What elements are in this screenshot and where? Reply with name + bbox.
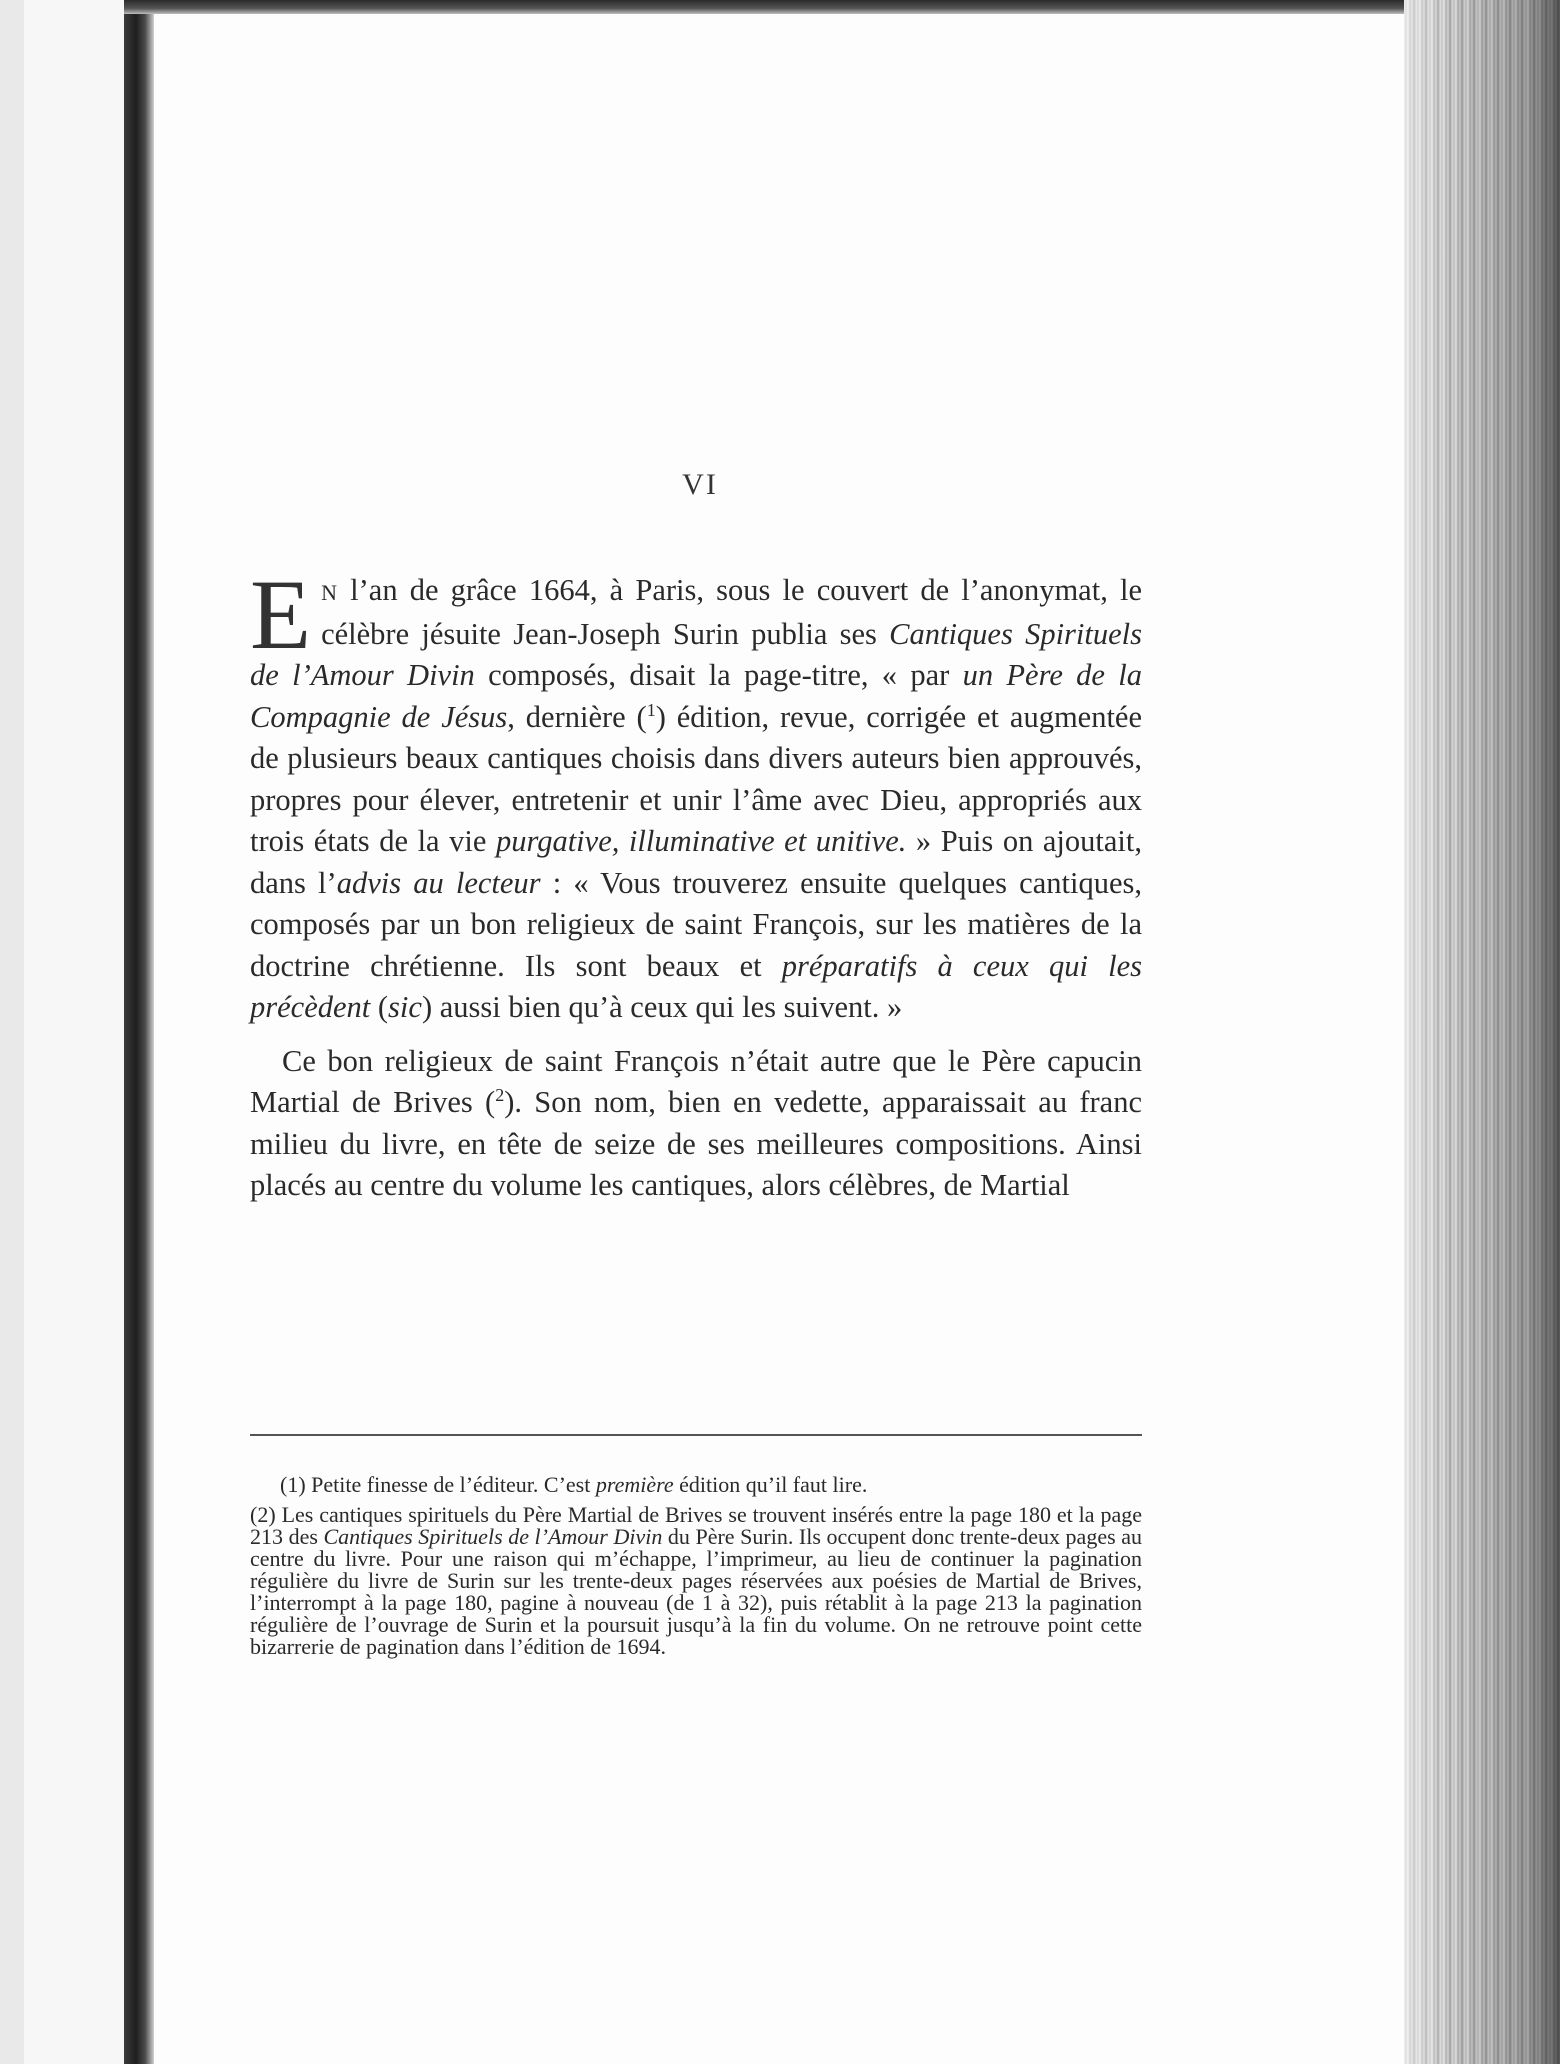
- italic-title: Cantiques Spirituels de l’Amour Divin: [323, 1524, 663, 1549]
- text-run: l’an de grâce 1664, à Paris, sous le couvert de l’anonymat, le célèbre jésuite Jean-Joseph Surin publia ses: [321, 573, 1142, 651]
- drop-cap: E: [250, 559, 312, 670]
- top-page-edge: [124, 0, 1434, 14]
- italic-run: préparatifs à ceux qui les précèdent: [250, 948, 1142, 1024]
- text-run: : « Vous trouverez ensuite quelques cantiques, composés par un bon religieux de saint François, sur les matières de la doctrine chrétienne. Ils sont beaux et: [250, 865, 1142, 983]
- text-run: Petite finesse de l’éditeur. C’est: [305, 1472, 596, 1497]
- italic-title: Cantiques Spirituels de l’Amour Divin: [250, 616, 1142, 692]
- left-page-edge: [0, 0, 24, 2064]
- italic-run: sic: [388, 990, 422, 1024]
- main-text: [250, 559, 1143, 1207]
- paragraph-2: [250, 1041, 1142, 1207]
- text-run: (: [370, 990, 389, 1024]
- text-run: ). Son nom, bien en vedette, apparaissait au franc milieu du livre, en tête de seize de ses meilleures compositions. Ainsi placés au centre du volume les cantiques, alors célèbres, de Martial: [250, 1085, 1142, 1202]
- footnote-mark: (2): [250, 1502, 276, 1527]
- text-run: du Père Surin. Ils occupent donc trente-deux pages au centre du livre. Pour une raison qui m’échappe, l’imprimeur, au lieu de continuer la pagination régulière du livre de Surin sur les trente-deux pages réservées aux poésies de Martial de Brives, l’interrompt à la page 180, pagine à nouveau (de 1 à 32), puis rétablit à la page 213 la pagination régulière de l’ouvrage de Surin et la poursuit jusqu’à la fin du volume. On ne retrouve point cette bizarrerie de pagination dans l’édition de 1694.: [250, 1524, 1142, 1659]
- text-run: , dernière (: [507, 699, 647, 734]
- text-run: composés, disait la page-titre, « par: [474, 658, 963, 692]
- footnote-mark: (1): [280, 1472, 306, 1497]
- text-run: Ce bon religieux de saint François n’était autre que le Père capucin Martial de Brives (: [250, 1043, 1142, 1119]
- footnotes: [250, 1474, 1142, 1666]
- text-run: ) aussi bien qu’à ceux qui les suivent. »: [421, 990, 903, 1024]
- small-caps-lead: N: [321, 580, 338, 605]
- text-run: édition qu’il faut lire.: [673, 1472, 868, 1497]
- italic-run: première: [595, 1472, 674, 1497]
- italic-run: advis au lecteur: [336, 865, 541, 900]
- text-run: ) édition, revue, corrigée et augmentée de plusieurs beaux cantiques choisis dans divers auteurs bien approuvés, propres pour élever, entretenir et unir l’âme avec Dieu, appropriés aux trois états de la vie: [250, 699, 1143, 858]
- italic-run: un Père de la Compagnie de Jésus: [250, 658, 1142, 734]
- facing-page: [24, 0, 124, 2064]
- italic-run: purgative, illuminative et unitive.: [495, 824, 907, 858]
- paragraph-1: [250, 559, 1143, 1029]
- footnote-ref-2: 2: [495, 1084, 505, 1105]
- footnote-ref-1: 1: [646, 699, 656, 720]
- text-run: Les cantiques spirituels du Père Martial de Brives se trouvent insérés entre la page 180 et la page 213 des: [250, 1502, 1142, 1549]
- footnote-2: [250, 1504, 1142, 1658]
- chapter-number: VI: [682, 468, 718, 501]
- text-run: » Puis on ajoutait, dans l’: [250, 824, 1142, 900]
- book-edge-shadow: [1404, 0, 1560, 2064]
- footnote-1: [250, 1474, 1142, 1496]
- footnote-rule: [250, 1434, 1142, 1436]
- book-gutter: [124, 0, 154, 2064]
